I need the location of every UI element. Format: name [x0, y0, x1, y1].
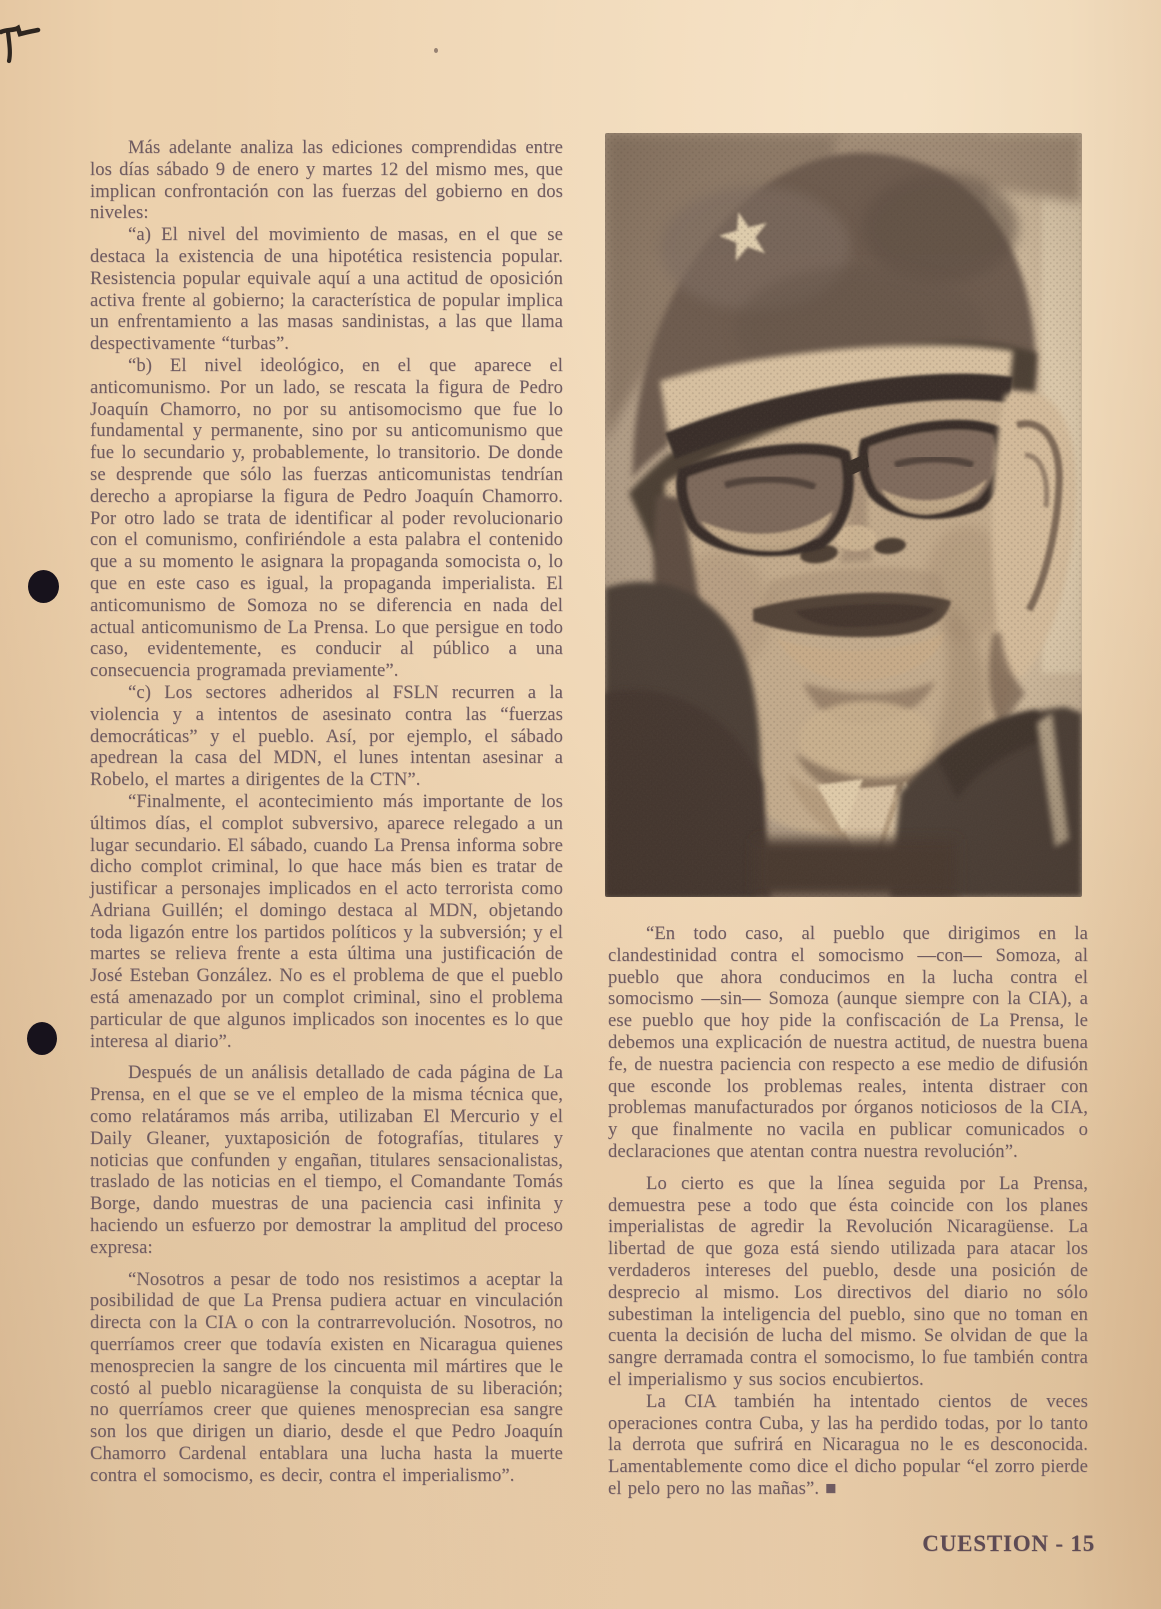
paragraph: Más adelante analiza las ediciones comprendidas entre los días sábado 9 de enero y martes 12 del mismo mes, que implican confrontación con las fuerzas del gobierno en dos niveles: [90, 137, 563, 224]
paper-speck [434, 48, 438, 53]
page-footer: CUESTION - 15 [922, 1531, 1095, 1556]
paragraph: “Finalmente, el acontecimiento más importante de los últimos días, el complot subversivo, aparece relegado a un lugar secundario. El sábado, cuando La Prensa informa sobre dicho complot criminal, lo que hace más bien es tratar de justificar a personajes implicados en el acto terrorista como Adriana Guillén; el domingo destaca al MDN, objetando toda ligazón entre los partidos políticos y la subversión; y el martes se relieva frente a esta última una justificación de José Esteban González. No es el problema de que el pueblo está amenazado por un complot criminal, sino el problema particular de que algunos implicados son inocentes es lo que interesa al diario”. [90, 790, 563, 1052]
punch-hole-dot [27, 1022, 57, 1055]
handwritten-mark-icon [0, 8, 70, 78]
paragraph: “b) El nivel ideológico, en el que aparece el anticomunismo. Por un lado, se rescata la figura de Pedro Joaquín Chamorro, no por su antisomocismo que fue lo fundamental y permanente, sino por su anticomunismo que fue lo secundario y, probablemente, lo transitorio. De donde se desprende que sólo las fuerzas anticomunistas tendrían derecho a apropiarse la figura de Pedro Joaquín Chamorro. Por otro lado se trata de identificar al poder revolucionario con el comunismo, confiriéndole a esta palabra el contenido que a su momento le asignara la propaganda somocista o, lo que en este caso es igual, la propaganda imperialista. El anticomunismo de Somoza no se diferencia en nada del actual anticomunismo de La Prensa. Lo que persigue en todo caso, evidentemente, es conducir al público a una consecuencia programada previamente”. [90, 354, 563, 682]
paragraph: La CIA también ha intentado cientos de veces operaciones contra Cuba, y las ha perdido todas, por lo tanto la derrota que sufrirá en Nicaragua no le es desconocida. Lamentablemente como dice el dicho popular “el zorro pierde el pelo pero no las mañas”. ■ [608, 1390, 1088, 1499]
paragraph: “c) Los sectores adheridos al FSLN recurren a la violencia y a intentos de asesinato contra las “fuerzas democráticas” y el pueblo. Así, por ejemplo, el sábado apedrean la casa del MDN, el lunes intentan asesinar a Robelo, el martes a dirigentes de la CTN”. [90, 681, 563, 791]
punch-hole-dot [28, 570, 59, 603]
paragraph: “En todo caso, al pueblo que dirigimos en la clandestinidad contra el somocismo —con— Somoza, al pueblo que ahora conducimos en la lucha contra el somocismo —sin— Somoza (aunque siempre con la CIA), a ese pueblo que hoy pide la confiscación de La Prensa, le debemos una explicación de nuestra actitud, de nuestra buena fe, de nuestra paciencia con respecto a ese medio de difusión que esconde los problemas reales, intenta distraer con problemas manufacturados por órganos noticiosos de la CIA, y que finalmente no vacila en publicar comunicados o declaraciones que atentan contra nuestra revolución”. [608, 923, 1088, 1162]
paragraph: “a) El nivel del movimiento de masas, en el que se destaca la existencia de una hipotética resistencia popular. Resistencia popular equivale aquí a una actitud de oposición activa frente al gobierno; la característica de popular implica un enfrentamiento a las masas sandinistas, a las que llama despectivamente “turbas”. [90, 224, 563, 355]
left-column [90, 137, 563, 1487]
paragraph: Después de un análisis detallado de cada página de La Prensa, en el que se ve el empleo de la misma técnica que, como relatáramos más arriba, utilizaban El Mercurio y el Daily Gleaner, yuxtaposición de fotografías, titulares y noticias que confunden y engañan, titulares sensacionalistas, traslado de las noticias en el tiempo, el Comandante Tomás Borge, dando muestras de una paciencia casi infinita y haciendo un esfuerzo por demostrar la amplitud del proceso expresa: [90, 1062, 563, 1258]
right-column [608, 923, 1088, 1500]
portrait-photo [605, 133, 1082, 897]
paragraph: “Nosotros a pesar de todo nos resistimos a aceptar la posibilidad de que La Prensa pudiera actuar en vinculación directa con la CIA o con la contrarrevolución. Nosotros, no querríamos creer que todavía existen en Nicaragua quienes menosprecien la sangre de los cincuenta mil mártires que le costó al pueblo nicaragüense la conquista de su liberación; no querríamos creer que quienes menosprecian esa sangre son los que dirigen un diario, desde el que Pedro Joaquín Chamorro Cardenal entablara una lucha hasta la muerte contra el somocismo, es decir, contra el imperialismo”. [90, 1268, 563, 1486]
paragraph: Lo cierto es que la línea seguida por La Prensa, demuestra pese a todo que ésta coincide con los planes imperialistas de agredir la Revolución Nicaragüense. La libertad de que goza está siendo utilizada para atacar los verdaderos intereses del pueblo, desde una posición de desprecio al mismo. Los directivos del diario no sólo subestiman la inteligencia del pueblo, sino que no toman en cuenta la decisión de lucha del mismo. Se olvidan de que la sangre derramada contra el somocismo, lo fue también contra el imperialismo y sus socios encubiertos. [608, 1172, 1088, 1390]
